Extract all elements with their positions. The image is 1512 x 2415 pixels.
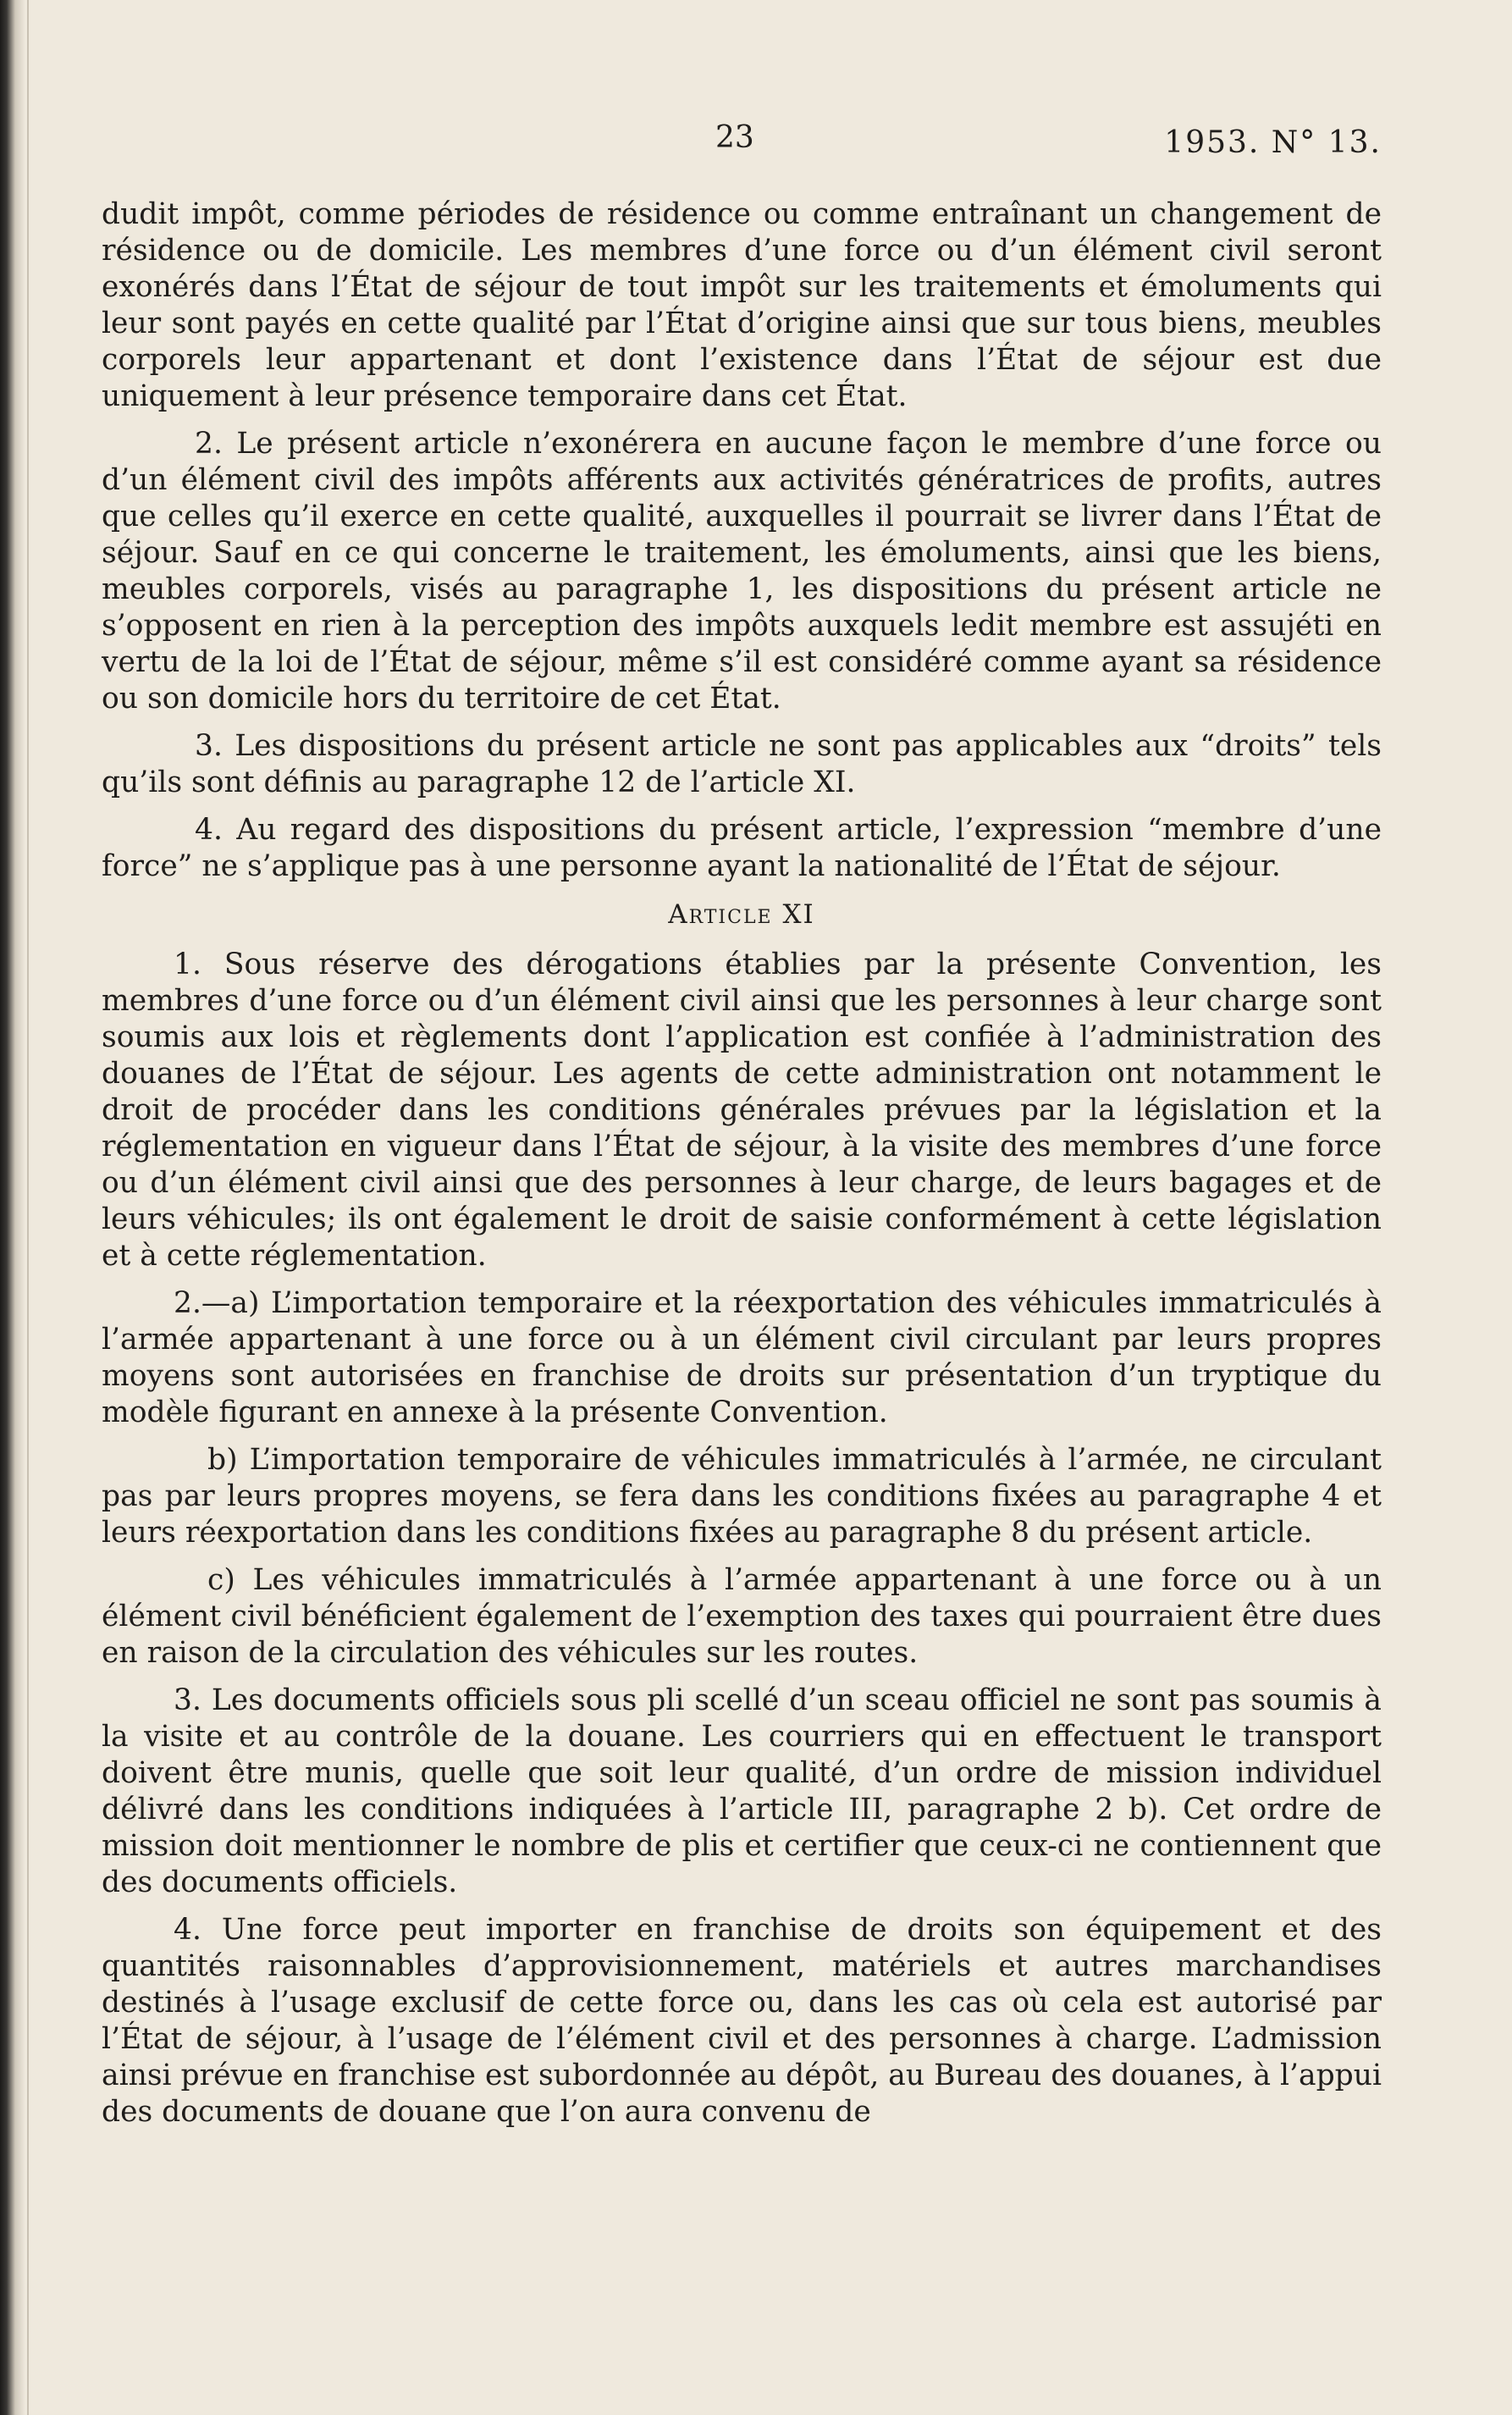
paragraph-3: 3. Les dispositions du présent article ne sont pas applicables aux “droits” tels qu’ils sont définis au paragraphe 12 de l’article XI. (102, 729, 1382, 799)
article-paragraph-1: 1. Sous réserve des dérogations établies par la présente Convention, les membres d’une force ou d’un élément civil ainsi que les personnes à leur charge sont soumis aux lois et règlements dont l’application est confiée à l’administration des douanes de l’État de séjour. Les agents de cette administration ont notamment le droit de procéder dans les conditions générales prévues par la législation et la réglementation en vigueur dans l’État de séjour, à la visite des membres d’une force ou d’un élément civil ainsi que des personnes à leur charge, de leurs bagages et de leurs véhicules; ils ont également le droit de saisie conformément à cette législation et à cette réglementation. (102, 948, 1382, 1273)
article-paragraph-2a: 2.—a) L’importation temporaire et la réexportation des véhicules immatriculés à l’armée appartenant à une force ou à un élément civil circulant par leurs propres moyens sont autorisées en franchise de droits sur présentation d’un tryptique du modèle figurant en annexe à la présente Convention. (102, 1286, 1382, 1429)
article-paragraph-2c: c) Les véhicules immatriculés à l’armée appartenant à une force ou à un élément civil bénéficient également de l’exemption des taxes qui pourraient être dues en raison de la circulation des véhicules sur les routes. (102, 1563, 1382, 1670)
page-binding-edge (0, 0, 25, 2415)
article-paragraph-4: 4. Une force peut importer en franchise de droits son équipement et des quantités raisonnables d’approvisionnement, matériels et autres marchandises destinés à l’usage exclusif de cette force ou, dans les cas où cela est autorisé par l’État de séjour, à l’usage de l’élément civil et des personnes à charge. L’admission ainsi prévue en franchise est subordonnée au dépôt, au Bureau des douanes, à l’appui des documents de douane que l’on aura convenu de (102, 1913, 1382, 2129)
article-paragraph-2b: b) L’importation temporaire de véhicules immatriculés à l’armée, ne circulant pas par leurs propres moyens, se fera dans les conditions fixées au paragraphe 4 et leurs réexportation dans les conditions fixées au paragraphe 8 du présent article. (102, 1443, 1382, 1550)
paragraph-4: 4. Au regard des dispositions du présent article, l’expression “membre d’une force” ne s’applique pas à une personne ayant la nationalité de l’État de séjour. (102, 813, 1382, 883)
page-header (102, 120, 1382, 171)
page-number: 23 (715, 120, 754, 155)
page-gutter-line (27, 0, 29, 2415)
document-reference: 1953. N° 13. (1164, 125, 1382, 160)
article-heading: Article XI (668, 899, 815, 930)
paragraph-continuation: dudit impôt, comme périodes de résidence ou comme entraînant un changement de résidence ou de domicile. Les membres d’une force ou d’un élément civil seront exonérés dans l’État de séjour de tout impôt sur les traitements et émoluments qui leur sont payés en cette qualité par l’État d’origine ainsi que sur tous biens, meubles corporels leur appartenant et dont l’existence dans l’État de séjour est due uniquement à leur présence temporaire dans cet État. (102, 197, 1382, 413)
page-body (102, 196, 1382, 2141)
paragraph-2: 2. Le présent article n’exonérera en aucune façon le membre d’une force ou d’un élément civil des impôts afférents aux activités génératrices de profits, autres que celles qu’il exerce en cette qualité, auxquelles il pourrait se livrer dans l’État de séjour. Sauf en ce qui concerne le traitement, les émoluments, ainsi que les biens, meubles corporels, visés au paragraphe 1, les dispositions du présent article ne s’opposent en rien à la perception des impôts auxquels ledit membre est assujéti en vertu de la loi de l’État de séjour, même s’il est considéré comme ayant sa résidence ou son domicile hors du territoire de cet État. (102, 427, 1382, 716)
article-paragraph-3: 3. Les documents officiels sous pli scellé d’un sceau officiel ne sont pas soumis à la visite et au contrôle de la douane. Les courriers qui en effectuent le transport doivent être munis, quelle que soit leur qualité, d’un ordre de mission individuel délivré dans les conditions indiquées à l’article III, paragraphe 2 b). Cet ordre de mission doit mentionner le nombre de plis et certifier que ceux-ci ne contiennent que des documents officiels. (102, 1683, 1382, 1899)
